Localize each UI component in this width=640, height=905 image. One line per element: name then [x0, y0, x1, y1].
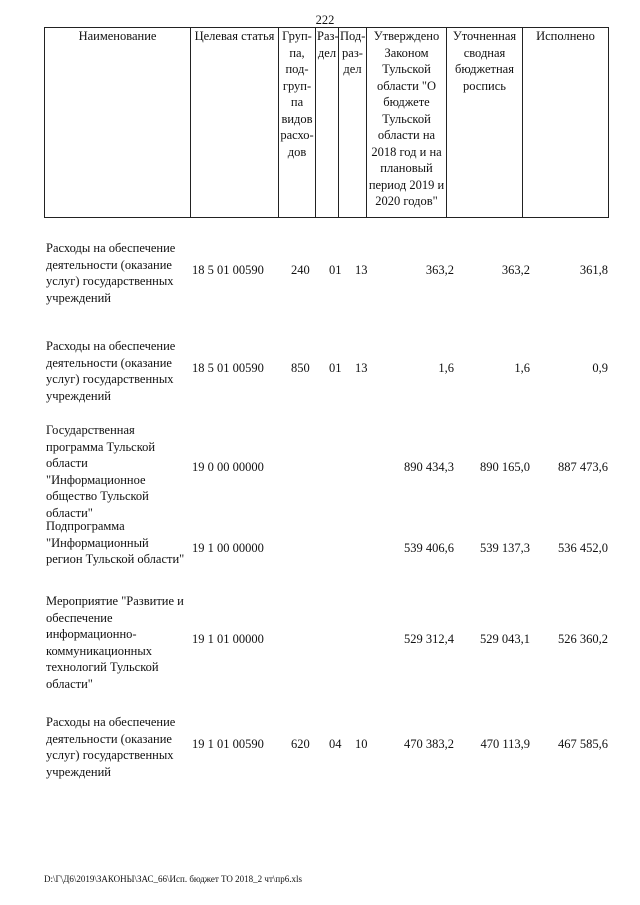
row-name: Подпрограмма "Информационный регион Тульской области"	[46, 519, 185, 566]
row-target: 19 0 00 00000	[192, 460, 264, 474]
header-name: Наименование	[45, 28, 191, 218]
row-subsection: 10	[355, 737, 368, 751]
row-approved: 1,6	[438, 361, 454, 375]
row-name: Государственная программа Тульской области "Информационное общество Тульской области"	[46, 423, 156, 520]
row-approved: 539 406,6	[404, 541, 454, 555]
row-group: 620	[291, 737, 310, 751]
row-target: 18 5 01 00590	[192, 263, 264, 277]
header-approved: Утверждено Законом Тульской области "О бюджете Тульской области на 2018 год и на плановый период 2019 и 2020 годов"	[367, 28, 447, 218]
row-target: 19 1 01 00000	[192, 632, 264, 646]
header-section: Раз-дел	[316, 28, 339, 218]
header-refined: Уточненная сводная бюджетная роспись	[447, 28, 523, 218]
header-subsection: Под-раз-дел	[339, 28, 367, 218]
row-name: Расходы на обеспечение деятельности (оказание услуг) государственных учреждений	[46, 715, 176, 779]
row-refined: 890 165,0	[480, 460, 530, 474]
page-number: 222	[315, 13, 335, 27]
row-approved: 363,2	[425, 263, 454, 277]
row-executed: 467 585,6	[558, 737, 608, 751]
row-name: Мероприятие "Развитие и обеспечение информационно-коммуникационных технологий Тульской области"	[46, 594, 184, 691]
header-executed: Исполнено	[523, 28, 609, 218]
file-path-footer: D:\Г\Д6\2019\ЗАКОНЫ\ЗАС_66\Исп. бюджет ТО 2018_2 чт\пр6.xls	[44, 874, 302, 884]
row-approved: 529 312,4	[404, 632, 454, 646]
row-refined: 1,6	[514, 361, 530, 375]
row-section: 01	[329, 263, 342, 277]
row-executed: 0,9	[592, 361, 608, 375]
row-group: 240	[291, 263, 310, 277]
row-executed: 526 360,2	[558, 632, 608, 646]
row-subsection: 13	[355, 361, 368, 375]
row-target: 19 1 01 00590	[192, 737, 264, 751]
row-section: 01	[329, 361, 342, 375]
row-refined: 539 137,3	[480, 541, 530, 555]
row-executed: 887 473,6	[558, 460, 608, 474]
table-header	[44, 27, 609, 218]
row-refined: 363,2	[501, 263, 530, 277]
row-group: 850	[291, 361, 310, 375]
header-target: Целевая статья	[191, 28, 279, 218]
row-name: Расходы на обеспечение деятельности (оказание услуг) государственных учреждений	[46, 241, 176, 305]
row-approved: 470 383,2	[404, 737, 454, 751]
row-subsection: 13	[355, 263, 368, 277]
header-group: Груп-па, под-груп-па видов расхо-дов	[279, 28, 316, 218]
row-approved: 890 434,3	[404, 460, 454, 474]
row-name: Расходы на обеспечение деятельности (оказание услуг) государственных учреждений	[46, 339, 176, 403]
row-executed: 361,8	[579, 263, 608, 277]
row-section: 04	[329, 737, 342, 751]
row-refined: 529 043,1	[480, 632, 530, 646]
row-executed: 536 452,0	[558, 541, 608, 555]
row-refined: 470 113,9	[480, 737, 530, 751]
row-target: 19 1 00 00000	[192, 541, 264, 555]
row-target: 18 5 01 00590	[192, 361, 264, 375]
